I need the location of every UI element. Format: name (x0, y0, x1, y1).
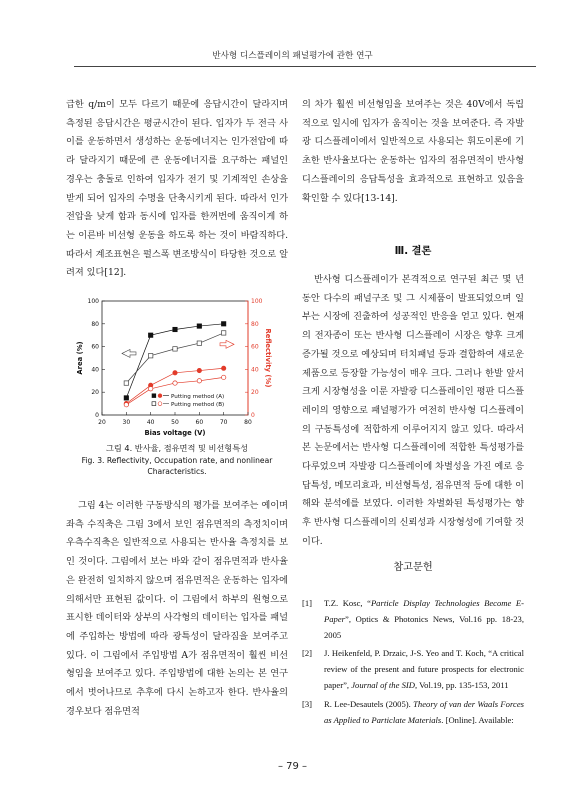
section-title-conclusion: Ⅲ. 결론 (394, 246, 432, 257)
left-column-lower (66, 497, 288, 721)
reference-title: Particle Display Technologies Become E-Paper (324, 598, 524, 624)
y-right-axis-label: Reflectivity (%) (264, 328, 272, 388)
legend-marker-circle (158, 394, 162, 398)
y-right-tick-label: 60 (251, 343, 259, 351)
data-point (197, 341, 201, 345)
data-point (221, 366, 225, 370)
series-line-1 (126, 333, 223, 383)
running-title: 반사형 디스플레이의 패널평가에 관한 연구 (212, 51, 373, 61)
legend-label: Putting method (B) (171, 401, 225, 408)
data-point (197, 368, 201, 372)
figure-caption-en: Fig. 3. Reflectivity, Occupation rate, and nonlinear Characteristics. (81, 455, 273, 476)
right-paragraph-2: 반사형 디스플레이가 본격적으로 연구된 최근 몇 년 동안 다수의 패널구조 및 그 시제품이 발표되었으며 일부는 시장에 진출하여 성공적인 반응을 얻고 있다. 현재의 전자종이 또는 반사형 디스플레이 시장은 향후 크게 증가될 것으로 예상되며 터치패널 등과 결합하여 새로운 제품으로 등장할 가능성이 매우 크다. 그러나 한발 앞서 크게 시장형성을 이룬 자발광 디스플레이인 평판 디스플레이의 영향으로 패널평가가 여전히 반사형 디스플레이의 구동특성에 적합하게 이루어지지 않고 있다. 따라서 본 논문에서는 반사형 디스플레이에 적합한 특성평가를 다루었으며 자발광 디스플레이에 차별성을 가진 예로 응답특성, 메모리효과, 비선형특성, 점유면적 등에 대한 이해와 분석에를 보였다. 이러한 차별화된 특성평가는 향후 반사형 디스플레이의 신뢰성과 시장형성에 기여할 것이다. (302, 274, 524, 547)
y-right-tick-label: 0 (251, 412, 255, 419)
data-point (197, 324, 201, 328)
reference-text: J. Heikenfeld, P. Drzaic, J-S. Yeo and T. Koch, “A critical review of the present and future prospects for electronic paper”, (324, 648, 524, 690)
chart-svg (66, 293, 288, 441)
y-left-axis-label: Area (%) (76, 341, 84, 375)
page-number: – 79 – (277, 761, 308, 772)
reference-item (302, 697, 524, 729)
left-paragraph-2: 그림 4는 이러한 구동방식의 평가를 보여주는 예이며 좌측 수직축은 그림 3에서 보인 점유면적의 측정치이며 우측수직축은 일반적으로 사용되는 반사율 측정치를 보인 것이다. 그림에서 보는 바와 같이 점유면적과 반사율은 완전히 일치하지 않으며 점유면적은 운동하는 입자에 의해서만 표현된 값이다. 이 그림에서 하부의 원형으로 표시한 데이터와 상부의 사각형의 데이터는 입자를 패널에 주입하는 방법에 따라 광특성이 달라짐을 보여주고 있다. 이 그림에서 주입방법 A가 점유면적이 훨씬 비선형임을 보여주고 있다. 주입방법에 대한 논의는 본 연구에서 벗어나므로 추후에 다시 논하고자 한다. 반사율의 경우보다 점유면적 (66, 500, 288, 717)
x-tick-label: 30 (122, 419, 131, 426)
data-point (148, 387, 152, 391)
y-left-tick-label: 80 (91, 320, 99, 328)
x-axis-label: Bias voltage (V) (144, 429, 206, 437)
y-right-tick-label: 100 (251, 298, 263, 305)
legend-marker-square (152, 394, 156, 398)
reference-source: , Vol.19, pp. 135-153, 2011 (414, 679, 509, 690)
legend-marker-square (152, 402, 156, 406)
figure-caption-ko: 그림 4. 반사율, 점유면적 및 비선형특성 (105, 443, 249, 453)
y-right-tick-label: 40 (251, 366, 259, 374)
x-tick-label: 70 (219, 419, 228, 426)
data-point (148, 354, 152, 358)
x-tick-label: 50 (171, 419, 179, 426)
data-point (221, 322, 225, 326)
data-point (173, 371, 177, 375)
data-point (221, 375, 225, 379)
references-title: 참고문헌 (393, 562, 433, 573)
reference-source: . [Online]. Available: (441, 714, 514, 725)
x-tick-label: 80 (244, 419, 252, 426)
y-left-tick-label: 100 (87, 298, 99, 305)
data-point (124, 403, 128, 407)
left-column (66, 96, 288, 283)
right-column-conclusion (302, 271, 524, 552)
data-point (124, 396, 128, 400)
y-left-tick-label: 20 (91, 389, 99, 397)
reference-number: [2] (302, 648, 313, 659)
references-list (302, 596, 524, 731)
right-column (302, 96, 524, 208)
left-axis-arrow-icon (122, 349, 136, 357)
reference-title: Theory of van der Waals Forces as Applied to Particlate Materials (324, 698, 524, 725)
reference-journal: Journal of the SID (351, 679, 415, 690)
reference-source: ”, Optics & Photonics News, Vol.16 pp. 18-23, 2005 (324, 613, 524, 640)
left-paragraph-1: 급한 q/m이 모두 다르기 때문에 응답시간이 달라지며 측정된 응답시간은 평균시간이 된다. 입자가 두 전극 사이를 운동하면서 생성하는 운동에너지는 인가전압에 따라 달라지기 때문에 큰 운동에너지를 요구하는 패널인 경우는 충돌로 인하여 입자가 전기 및 기계적인 손상을 받게 되어 입자의 수명을 단축시키게 된다. 따라서 인가전압을 낮게 함과 동시에 입자를 한꺼번에 움직이게 하는 이른바 비선형 운동을 하도록 하는 것이 바람직하다. 따라서 계조표현은 펄스폭 변조방식이 타당한 것으로 알려져 있다[12]. (66, 99, 288, 279)
right-paragraph-1: 의 차가 훨씬 비선형임을 보여주는 것은 40V에서 독립적으로 일시에 입자가 움직이는 것을 보여준다. 즉 자발광 디스플레이에서 일반적으로 사용되는 휘도이론에 기초한 반사율보다는 운동하는 입자의 점유면적이 반사형 디스플레이의 응답특성을 효과적으로 표현하고 있음을 확인할 수 있다[13-14]. (302, 99, 524, 204)
x-tick-label: 40 (146, 419, 155, 426)
reference-number: [1] (302, 598, 313, 608)
legend-marker-circle (158, 402, 162, 406)
y-right-tick-label: 80 (251, 320, 259, 328)
reference-item (302, 596, 524, 643)
y-left-tick-label: 60 (91, 343, 99, 351)
y-left-tick-label: 40 (91, 366, 99, 374)
y-left-tick-label: 0 (95, 412, 99, 419)
data-point (148, 333, 152, 337)
reference-text: T.Z. Kosc, “ (324, 598, 371, 608)
reference-text: R. Lee-Desautels (2005). (324, 698, 414, 709)
data-point (124, 381, 128, 385)
reference-number: [3] (302, 698, 313, 709)
legend-label: Putting method (A) (171, 393, 225, 400)
x-tick-label: 60 (195, 419, 204, 426)
reference-item (302, 646, 524, 693)
data-point (221, 331, 225, 335)
data-point (173, 347, 177, 351)
y-right-tick-label: 20 (251, 389, 259, 397)
header-rule (74, 66, 536, 67)
right-axis-arrow-icon (220, 340, 234, 348)
data-point (173, 327, 177, 331)
figure-caption (66, 443, 288, 478)
data-point (197, 379, 201, 383)
series-line-0 (126, 324, 223, 398)
data-point (173, 381, 177, 385)
x-tick-label: 20 (98, 419, 106, 426)
